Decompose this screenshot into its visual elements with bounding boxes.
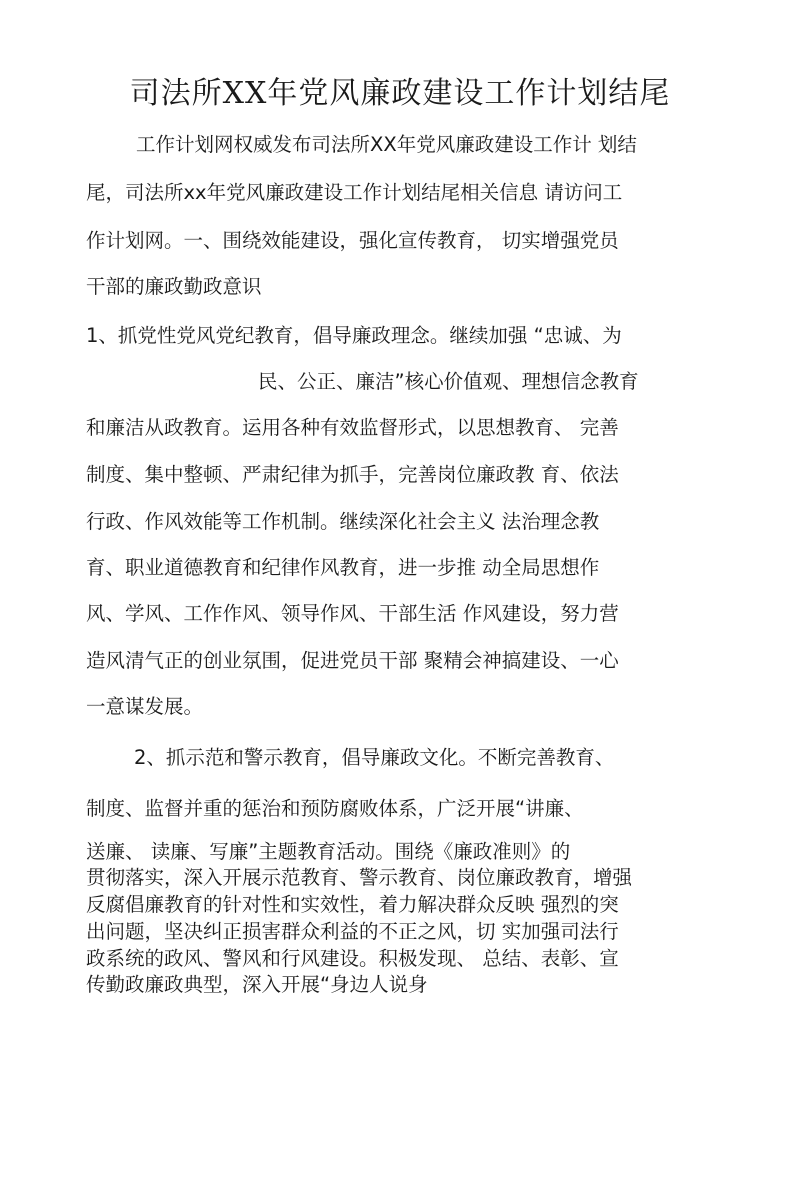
document-title: 司法所XX年党风廉政建设工作计划结尾	[129, 76, 671, 111]
paragraph-line: 传勤政廉政典型，深入开展“身边人说身	[86, 973, 428, 996]
paragraph-line: 干部的廉政勤政意识	[86, 275, 262, 298]
paragraph-line: 育、职业道德教育和纪律作风教育，进一步推 动全局思想作	[86, 556, 600, 579]
paragraph-line: 2、抓示范和警示教育，倡导廉政文化。不断完善教育、	[134, 746, 615, 769]
paragraph-line: 和廉洁从政教育。运用各种有效监督形式，以思想教育、 完善	[86, 416, 619, 439]
paragraph-line: 尾，司法所xx年党风廉政建设工作计划结尾相关信息 请访问工	[86, 181, 623, 204]
paragraph-line: 作计划网。一、围绕效能建设，强化宣传教育， 切实增强党员	[86, 229, 619, 252]
paragraph-line: 一意谋发展。	[86, 695, 204, 718]
paragraph-line: 行政、作风效能等工作机制。继续深化社会主义 法治理念教	[86, 510, 600, 533]
paragraph-line: 制度、集中整顿、严肃纪律为抓手，完善岗位廉政教 育、依法	[86, 463, 619, 486]
paragraph-line: 工作计划网权威发布司法所XX年党风廉政建设工作计 划结	[136, 133, 637, 156]
paragraph-line: 出问题，坚决纠正损害群众利益的不正之风，切 实加强司法行	[86, 920, 619, 943]
paragraph-line: 民、公正、廉洁”核心价值观、理想信念教育	[258, 370, 639, 393]
paragraph-line: 贯彻落实，深入开展示范教育、警示教育、岗位廉政教育，增强	[86, 866, 633, 889]
paragraph-line: 造风清气正的创业氛围，促进党员干部 聚精会神搞建设、一心	[86, 649, 619, 672]
paragraph-line: 反腐倡廉教育的针对性和实效性，着力解决群众反映 强烈的突	[86, 893, 619, 916]
paragraph-line: 政系统的政风、警风和行风建设。积极发现、 总结、表彰、宣	[86, 947, 619, 970]
paragraph-line: 送廉、 读廉、写廉”主题教育活动。围绕《廉政准则》的	[86, 840, 571, 863]
paragraph-line: 风、学风、工作作风、领导作风、干部生活 作风建设，努力营	[86, 602, 619, 625]
paragraph-line: 制度、监督并重的惩治和预防腐败体系，广泛开展“讲廉、	[86, 797, 584, 820]
paragraph-line: 1、抓党性党风党纪教育，倡导廉政理念。继续加强 “忠诚、为	[86, 324, 622, 347]
